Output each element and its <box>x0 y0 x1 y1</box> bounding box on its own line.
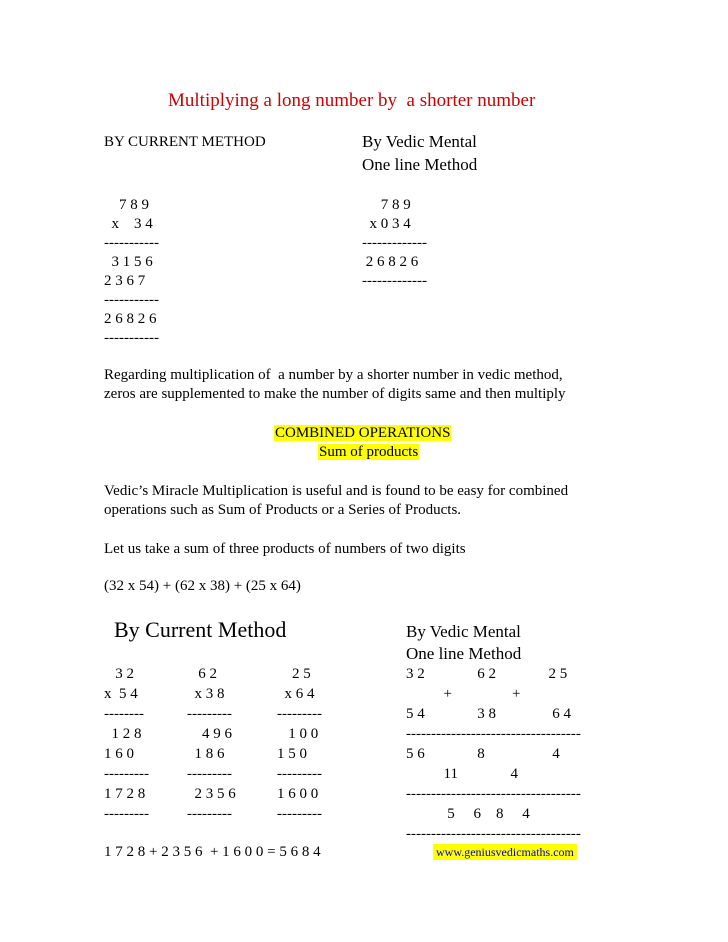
calc-result: 2 6 8 2 6 <box>104 311 157 327</box>
vedic-calc-result: 2 6 8 2 6 <box>362 254 419 270</box>
calc-line: x 3 4 <box>104 216 153 232</box>
paragraph-line: operations such as Sum of Products or a Series of Products. <box>104 502 462 518</box>
col2-line: 6 2 <box>187 666 217 682</box>
col1-divider: --------- <box>104 806 149 822</box>
vedic-heading-2-line2: One line Method <box>406 644 522 663</box>
website-footer <box>433 843 577 861</box>
vedic-divider: ----------------------------------- <box>406 726 581 742</box>
col3-line: 1 0 0 <box>277 726 319 742</box>
col1-line: 1 6 0 <box>104 746 134 762</box>
vedic-result: 5 6 8 4 <box>406 806 530 822</box>
vedic-line: 5 6 8 4 <box>406 746 560 762</box>
vedic-heading-line1: By Vedic Mental <box>362 132 477 151</box>
col1-result: 1 7 2 8 <box>104 786 146 802</box>
col1-line: 1 2 8 <box>104 726 142 742</box>
col2-divider: --------- <box>187 806 232 822</box>
final-sum: 1 7 2 8 + 2 3 5 6 + 1 6 0 0 = 5 6 8 4 <box>104 844 321 860</box>
vedic-calc-line: 7 8 9 <box>362 197 411 213</box>
col2-line: x 3 8 <box>187 686 225 702</box>
website-link[interactable]: www.geniusvedicmaths.com <box>433 844 577 860</box>
vedic-line: 11 4 <box>406 766 518 782</box>
col2-divider: --------- <box>187 706 232 722</box>
col2-result: 2 3 5 6 <box>187 786 236 802</box>
col3-divider: --------- <box>277 766 322 782</box>
vedic-calc-divider: ------------- <box>362 273 427 289</box>
calc-divider: ----------- <box>104 292 159 308</box>
vedic-calc-divider: ------------- <box>362 235 427 251</box>
col3-result: 1 6 0 0 <box>277 786 319 802</box>
sum-of-products-label: Sum of products <box>319 444 419 460</box>
calc-line: 7 8 9 <box>104 197 149 213</box>
col2-divider: --------- <box>187 766 232 782</box>
sum-of-products-heading <box>318 443 419 461</box>
col1-line: x 5 4 <box>104 686 138 702</box>
col1-line: 3 2 <box>104 666 134 682</box>
calc-divider: ----------- <box>104 330 159 346</box>
col3-line: 2 5 <box>277 666 311 682</box>
col3-line: 1 5 0 <box>277 746 307 762</box>
calc-divider: ----------- <box>104 235 159 251</box>
current-method-heading-2: By Current Method <box>114 617 287 642</box>
vedic-divider: ----------------------------------- <box>406 826 581 842</box>
vedic-line: + + <box>406 686 521 702</box>
vedic-heading-line2: One line Method <box>362 155 478 174</box>
vedic-line: 3 2 6 2 2 5 <box>406 666 568 682</box>
col2-line: 1 8 6 <box>187 746 225 762</box>
paragraph-line: Vedic’s Miracle Multiplication is useful and is found to be easy for combined <box>104 483 569 499</box>
paragraph-line: Let us take a sum of three products of numbers of two digits <box>104 541 466 557</box>
calc-line: 3 1 5 6 <box>104 254 153 270</box>
col3-line: x 6 4 <box>277 686 315 702</box>
col1-divider: --------- <box>104 766 149 782</box>
col2-line: 4 9 6 <box>187 726 232 742</box>
vedic-line: 5 4 3 8 6 4 <box>406 706 571 722</box>
current-method-heading: BY CURRENT METHOD <box>104 134 266 150</box>
calc-line: 2 3 6 7 <box>104 273 146 289</box>
combined-operations-heading <box>274 424 451 442</box>
expression: (32 x 54) + (62 x 38) + (25 x 64) <box>104 578 301 594</box>
combined-operations-label: COMBINED OPERATIONS <box>275 425 451 441</box>
col3-divider: --------- <box>277 706 322 722</box>
paragraph-line: Regarding multiplication of a number by a shorter number in vedic method, <box>104 367 563 383</box>
vedic-calc-line: x 0 3 4 <box>362 216 411 232</box>
paragraph-line: zeros are supplemented to make the number of digits same and then multiply <box>104 386 566 402</box>
vedic-divider: ----------------------------------- <box>406 786 581 802</box>
vedic-heading-2-line1: By Vedic Mental <box>406 622 521 641</box>
col3-divider: --------- <box>277 806 322 822</box>
col1-divider: -------- <box>104 706 144 722</box>
page-title: Multiplying a long number by a shorter number <box>168 90 536 111</box>
